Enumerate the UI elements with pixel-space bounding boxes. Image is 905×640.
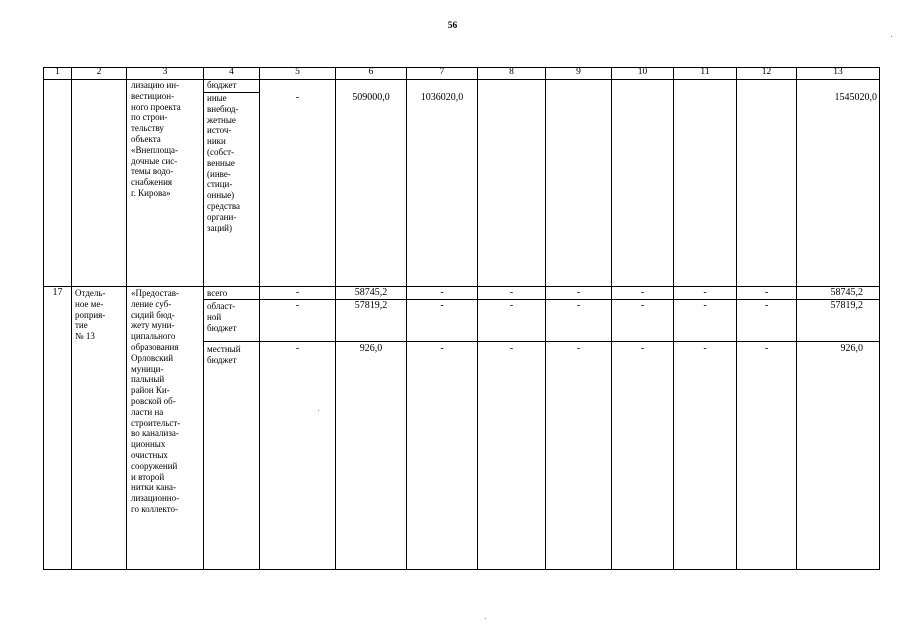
column-header-6: 6 bbox=[368, 67, 374, 77]
column-header-5: 5 bbox=[295, 67, 300, 77]
block-a-description: лизацию ин- вестицион- ного проекта по строи- тельству объекта «Внеплоща- дочные сис- темы водо- снабжения г. Кирова» bbox=[131, 80, 181, 198]
regional-col11: - bbox=[703, 300, 707, 311]
local-col5: - bbox=[295, 343, 300, 354]
column-header-13: 13 bbox=[833, 67, 843, 77]
column-header-8: 8 bbox=[509, 67, 514, 77]
total-col9: - bbox=[576, 287, 581, 298]
block-a-col6: 509000,0 bbox=[352, 92, 390, 103]
event-name: Отдель- ное ме- роприя- тие № 13 bbox=[75, 288, 106, 342]
scan-speck bbox=[485, 618, 486, 619]
local-col8: - bbox=[509, 343, 514, 354]
local-col12: - bbox=[764, 343, 769, 354]
local-col11: - bbox=[703, 343, 707, 354]
column-header-12: 12 bbox=[761, 67, 772, 77]
total-col13: 58745,2 bbox=[830, 287, 863, 298]
source-local-budget: местный бюджет bbox=[207, 344, 241, 365]
column-header-10: 10 bbox=[637, 67, 648, 77]
source-total: всего bbox=[207, 288, 228, 298]
total-col12: - bbox=[764, 287, 769, 298]
block-a-source-main: иные внебюд- жетные источ- ники (собст- венные (инве- стици- онные) средства органи- заций) bbox=[207, 93, 241, 233]
regional-col13: 57819,2 bbox=[830, 300, 863, 311]
regional-col7: - bbox=[440, 300, 444, 311]
regional-col9: - bbox=[576, 300, 581, 311]
regional-col5: - bbox=[295, 300, 300, 311]
block-a-col5: - bbox=[295, 92, 300, 103]
column-header-2: 2 bbox=[96, 67, 102, 77]
scan-speck bbox=[318, 410, 319, 411]
total-col10: - bbox=[640, 287, 645, 298]
block-a-col13: 1545020,0 bbox=[834, 92, 877, 103]
column-header-3: 3 bbox=[162, 67, 168, 77]
total-col8: - bbox=[509, 287, 514, 298]
total-col5: - bbox=[295, 287, 300, 298]
row-number: 17 bbox=[52, 287, 63, 298]
column-header-9: 9 bbox=[576, 67, 581, 77]
local-col13: 926,0 bbox=[840, 343, 863, 354]
total-col11: - bbox=[703, 287, 707, 298]
block-b-description: «Предостав- ление суб- сидий бюд- жету муни- ципального образования Орловский муници- пальный район Ки- ровской об- ласти на строительст- во канализа- ционных очистных сооружений и второй нитки кана- лизационно- го коллекто- bbox=[131, 288, 181, 514]
source-regional-budget: област- ной бюджет bbox=[207, 301, 237, 333]
column-header-7: 7 bbox=[439, 67, 445, 77]
regional-col6: 57819,2 bbox=[354, 300, 388, 311]
regional-col8: - bbox=[509, 300, 514, 311]
local-col7: - bbox=[440, 343, 444, 354]
block-a-source-top: бюджет bbox=[207, 80, 237, 90]
scan-speck bbox=[891, 36, 892, 37]
regional-col12: - bbox=[764, 300, 769, 311]
column-header-1: 1 bbox=[55, 67, 60, 77]
local-col9: - bbox=[576, 343, 581, 354]
column-header-11: 11 bbox=[700, 67, 710, 77]
regional-col10: - bbox=[640, 300, 645, 311]
page-number: 56 bbox=[447, 21, 458, 31]
total-col6: 58745,2 bbox=[354, 287, 388, 298]
local-col10: - bbox=[640, 343, 645, 354]
column-header-4: 4 bbox=[229, 67, 234, 77]
block-a-col7: 1036020,0 bbox=[420, 92, 464, 103]
total-col7: - bbox=[440, 287, 444, 298]
local-col6: 926,0 bbox=[359, 343, 383, 354]
